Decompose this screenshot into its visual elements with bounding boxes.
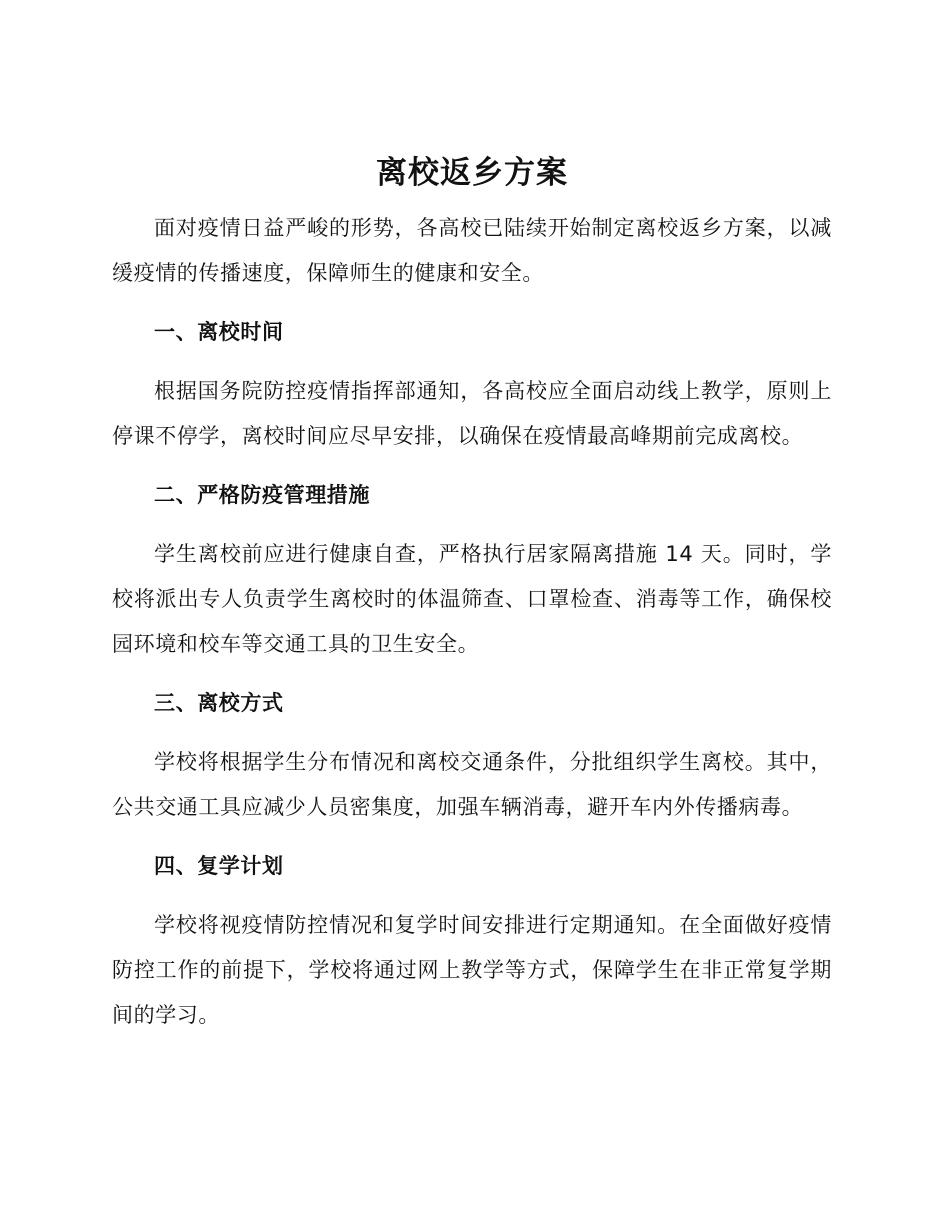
document-title: 离校返乡方案 <box>376 155 568 191</box>
section-body: 学生离校前应进行健康自查，严格执行居家隔离措施 14 天。同时，学校将派出专人负责学生离校时的体温筛查、口罩检查、消毒等工作，确保校园环境和校车等交通工具的卫生安全。 <box>112 542 832 656</box>
document-page <box>112 150 832 1038</box>
section-heading: 三、离校方式 <box>154 691 284 715</box>
section-heading: 二、严格防疫管理措施 <box>154 483 370 507</box>
section-body: 学校将视疫情防控情况和复学时间安排进行定期通知。在全面做好疫情防控工作的前提下，学校将通过网上教学等方式，保障学生在非正常复学期间的学习。 <box>112 913 832 1027</box>
section-leave-method <box>112 681 832 830</box>
intro-paragraph: 面对疫情日益严峻的形势，各高校已陆续开始制定离校返乡方案，以减缓疫情的传播速度，保障师生的健康和安全。 <box>112 216 832 285</box>
section-body: 学校将根据学生分布情况和离校交通条件，分批组织学生离校。其中，公共交通工具应减少人员密集度，加强车辆消毒，避开车内外传播病毒。 <box>112 750 832 819</box>
section-epidemic-measures <box>112 473 832 667</box>
section-heading: 一、离校时间 <box>154 320 284 344</box>
section-heading: 四、复学计划 <box>154 854 284 878</box>
section-return-plan <box>112 844 832 1038</box>
section-leave-time <box>112 310 832 459</box>
section-body: 根据国务院防控疫情指挥部通知，各高校应全面启动线上教学，原则上停课不停学，离校时间应尽早安排，以确保在疫情最高峰期前完成离校。 <box>112 379 832 448</box>
